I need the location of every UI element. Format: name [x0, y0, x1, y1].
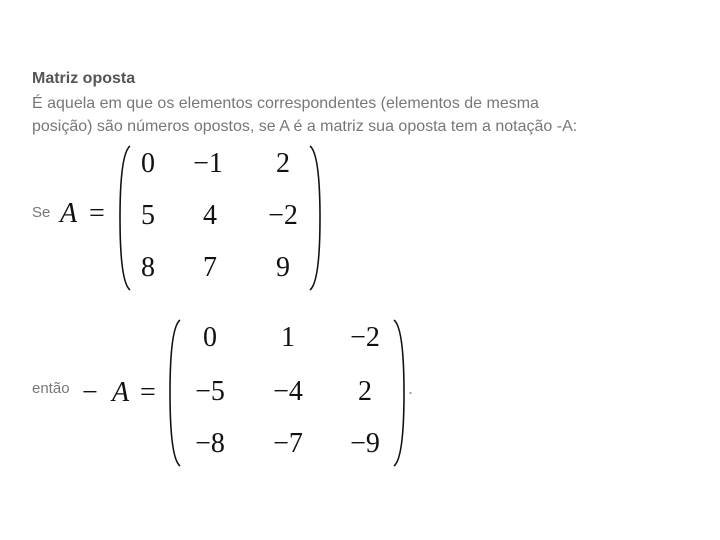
matrix-cell: −9	[350, 428, 380, 459]
example2-minus: −	[82, 377, 98, 408]
matrix-cell: 9	[276, 252, 290, 283]
matrix-cell: −5	[195, 376, 225, 407]
example2-equals: =	[140, 377, 156, 408]
definition-line-1: É aquela em que os elementos correspondentes (elementos de mesma	[32, 95, 539, 112]
example1-equals: =	[89, 198, 105, 229]
definition-line-2: posição) são números opostos, se A é a matriz sua oposta tem a notação -A:	[32, 118, 578, 135]
matrix-cell: 7	[203, 252, 217, 283]
matrix-cell: 1	[281, 322, 295, 353]
matrix-cell: 0	[203, 322, 217, 353]
example2-prefix: então	[32, 380, 70, 397]
matrix-cell: −8	[195, 428, 225, 459]
matrix-cell: −2	[350, 322, 380, 353]
matrix-cell: 0	[141, 148, 155, 179]
matrix-cell: −4	[273, 376, 303, 407]
section-title: Matriz oposta	[32, 70, 136, 87]
trailing-period: .	[408, 378, 414, 398]
example1-lhs: A	[60, 198, 78, 229]
example2-lhs: A	[112, 377, 130, 408]
example1-prefix: Se	[32, 204, 51, 221]
matrix-cell: −7	[273, 428, 303, 459]
matrix-cell: 2	[276, 148, 290, 179]
matrix-cell: 5	[141, 200, 155, 231]
matrix-cell: −1	[193, 148, 223, 179]
matrix-cell: −2	[268, 200, 298, 231]
matrix-cell: 2	[358, 376, 372, 407]
matrix-cell: 4	[203, 200, 217, 231]
matrix-cell: 8	[141, 252, 155, 283]
